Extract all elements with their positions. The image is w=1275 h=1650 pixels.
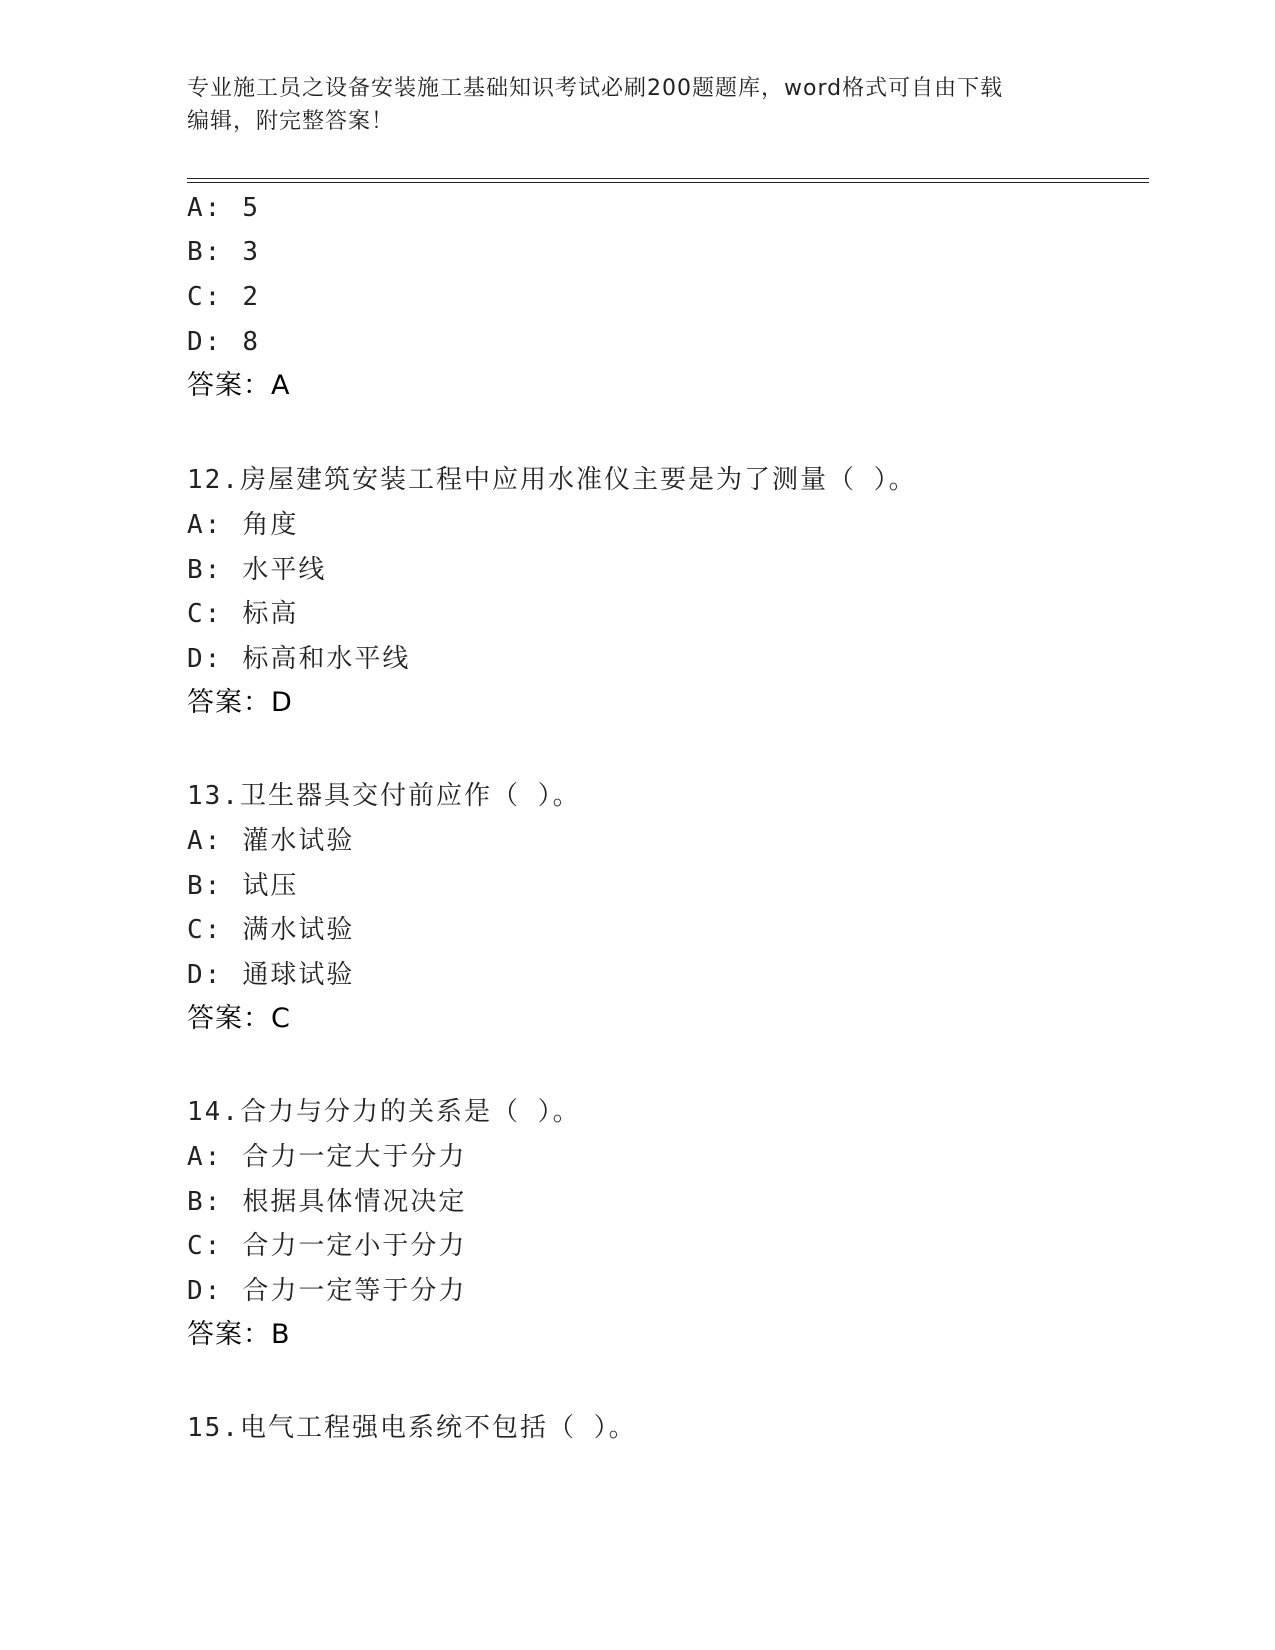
q13-answer: 答案：C — [187, 1003, 291, 1034]
q12-option-c: C: 标高 — [187, 599, 299, 629]
q12-answer: 答案：D — [187, 687, 293, 718]
q11-option-c: C: 2 — [187, 282, 260, 312]
q11-answer: 答案：A — [187, 370, 291, 401]
q11-option-b: B: 3 — [187, 237, 260, 267]
q11-option-d: D: 8 — [187, 327, 260, 357]
q14-option-b: B: 根据具体情况决定 — [187, 1187, 467, 1217]
header-line-2: 编辑，附完整答案！ — [187, 109, 395, 134]
q11-option-a: A: 5 — [187, 193, 260, 223]
q12-option-a: A: 角度 — [187, 510, 299, 540]
q12-option-d: D: 标高和水平线 — [187, 644, 411, 674]
document-header — [187, 72, 1087, 138]
q15-question: 15.电气工程强电系统不包括（ ）。 — [187, 1413, 637, 1443]
q12-question: 12.房屋建筑安装工程中应用水准仪主要是为了测量（ ）。 — [187, 465, 917, 495]
q14-option-a: A: 合力一定大于分力 — [187, 1142, 467, 1172]
q13-option-c: C: 满水试验 — [187, 915, 355, 945]
q13-option-d: D: 通球试验 — [187, 960, 355, 990]
q13-question: 13.卫生器具交付前应作（ ）。 — [187, 781, 581, 811]
q12-option-b: B: 水平线 — [187, 555, 327, 585]
q13-option-a: A: 灌水试验 — [187, 826, 355, 856]
header-divider-top — [187, 178, 1149, 179]
q14-option-c: C: 合力一定小于分力 — [187, 1231, 467, 1261]
q14-question: 14.合力与分力的关系是（ ）。 — [187, 1097, 581, 1127]
q14-answer: 答案：B — [187, 1319, 291, 1350]
header-line-1: 专业施工员之设备安装施工基础知识考试必刷200题题库，word格式可自由下载 — [187, 76, 1004, 101]
q14-option-d: D: 合力一定等于分力 — [187, 1276, 467, 1306]
q13-option-b: B: 试压 — [187, 871, 299, 901]
header-divider-bottom — [187, 182, 1149, 183]
